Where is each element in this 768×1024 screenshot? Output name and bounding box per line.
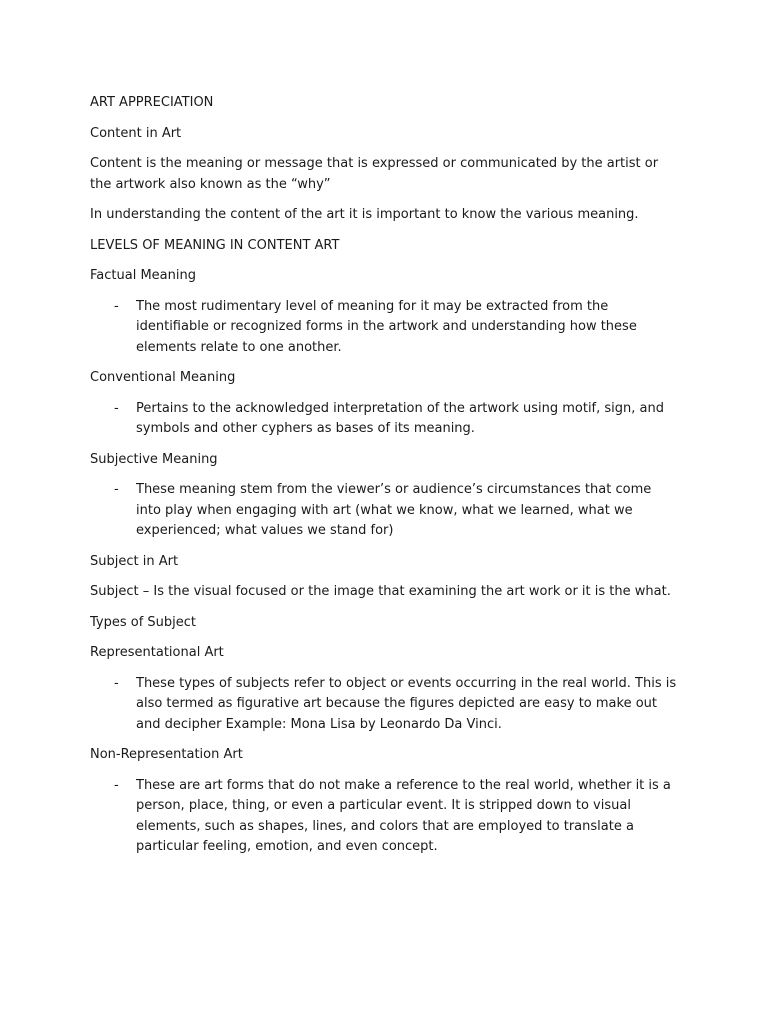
subject-heading: Subject in Art	[90, 553, 179, 569]
subjective-list	[90, 480, 678, 542]
non-representational-text: These are art forms that do not make a reference to the real world, whether it is a person, place, thing, or even a particular event. It is stripped down to visual elements, such as shapes, lines, and colors that are employed to translate a particular feeling, emotion, and even concept.	[136, 777, 671, 854]
conventional-list	[90, 399, 678, 440]
non-representational-list	[90, 776, 678, 858]
subjective-heading: Subjective Meaning	[90, 451, 218, 467]
list-item	[90, 776, 678, 858]
content-definition: Content is the meaning or message that is expressed or communicated by the artist or the artwork also known as the “why”	[90, 156, 659, 192]
bullet-dash: -	[114, 298, 119, 314]
content-heading: Content in Art	[90, 125, 182, 141]
list-item	[90, 297, 678, 359]
representational-text: These types of subjects refer to object or events occurring in the real world. This is also termed as figurative art because the figures depicted are easy to make out and decipher Example: Mona Lisa by Leonardo Da Vinci.	[136, 675, 677, 732]
bullet-dash: -	[114, 675, 119, 691]
levels-heading: LEVELS OF MEANING IN CONTENT ART	[90, 237, 340, 253]
representational-list	[90, 674, 678, 736]
factual-heading: Factual Meaning	[90, 268, 196, 283]
factual-list	[90, 297, 678, 359]
factual-text: The most rudimentary level of meaning for it may be extracted from the identifiable or recognized forms in the artwork and understanding how these elements relate to one another.	[136, 298, 637, 355]
bullet-dash: -	[114, 400, 119, 416]
document-title: ART APPRECIATION	[90, 95, 214, 110]
conventional-heading: Conventional Meaning	[90, 370, 236, 385]
subject-definition: Subject – Is the visual focused or the image that examining the art work or it is the what.	[90, 584, 671, 599]
bullet-dash: -	[114, 777, 119, 793]
subjective-text: These meaning stem from the viewer’s or audience’s circumstances that come into play when engaging with art (what we know, what we learned, what we experienced; what values we stand for)	[136, 482, 652, 538]
types-heading: Types of Subject	[90, 614, 197, 630]
list-item	[90, 399, 678, 440]
bullet-dash: -	[114, 482, 119, 497]
non-representational-heading: Non-Representation Art	[90, 747, 243, 762]
list-item	[90, 480, 678, 542]
representational-heading: Representational Art	[90, 645, 224, 660]
list-item	[90, 674, 678, 736]
content-understanding: In understanding the content of the art it is important to know the various meaning.	[90, 207, 639, 222]
conventional-text: Pertains to the acknowledged interpretation of the artwork using motif, sign, and symbols and other cyphers as bases of its meaning.	[136, 400, 664, 436]
